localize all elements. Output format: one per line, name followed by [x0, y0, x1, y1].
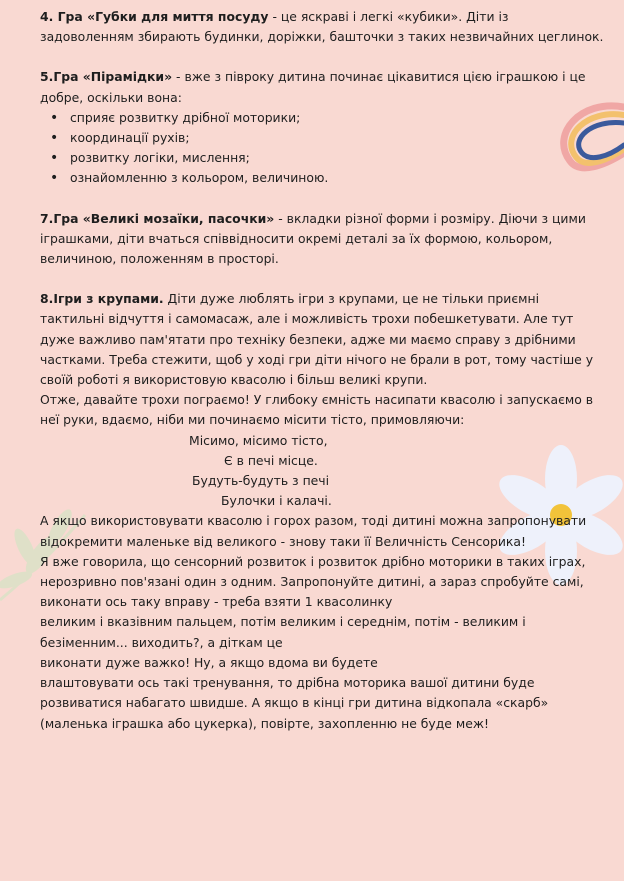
document-body: [40, 7, 606, 734]
list-item: • розвитку логіки, мислення;: [70, 148, 606, 168]
list-item: • ознайомленню з кольором, величиною.: [70, 168, 606, 188]
list-item: • координації рухів;: [70, 128, 606, 148]
poem-line: Булочки і калачі.: [221, 493, 332, 509]
section-4-title: 4. Гра «Губки для миття посуду: [40, 9, 269, 24]
section-7-text: - вкладки різної форми і розміру. Діючи з цими іграшками, діти вчаться співвідносити окремі деталі за їх формою, кольором, величиною, положенням в просторі.: [40, 210, 586, 267]
closing-paragraph: влаштовувати ось такі тренування, то дрібна моторика вашої дитини буде розвиватися набагато швидше. А якщо в кінці гри дитина відкопала «скарб» (маленька іграшка або цукерка), повірте, захопленню не буде меж!: [40, 675, 549, 731]
section-8-text: Діти дуже люблять ігри з крупами, це не тільки приємні тактильні відчуття і самомасаж, але і можливість трохи побешкетувати. Але тут дуже важливо пам'ятати про техніку безпеки, адже ми маємо справу з дрібними частками. Треба стежити, щоб у ході гри діти нічого не брали в рот, тому частіше у своїй роботі я використовую квасолю і більш великі крупи.: [40, 291, 594, 388]
section-5-bullet-list: [40, 108, 606, 189]
section-7-paragraph: [40, 209, 606, 270]
exercise-line: виконати дуже важко! Ну, а якщо вдома ви будете: [40, 654, 378, 670]
poem-line: Місимо, місимо тісто,: [189, 432, 328, 448]
exercise-line: виконати ось таку вправу - треба взяти 1 квасолинку: [40, 594, 393, 610]
after-poem-paragraph: А якщо використовувати квасолю і горох разом, тоді дитині можна запропонувати відокремити маленьке від великого - знову таки її Величність Сенсорика!: [40, 513, 587, 549]
section-7-title: 7.Гра «Великі мозаїки, пасочки»: [40, 210, 275, 226]
list-item: • сприяє розвитку дрібної моторики;: [70, 108, 606, 128]
exercise-line: великим і вказівним пальцем, потім великим і середнім, потім - великим і безіменним... виходить?, а діткам це: [40, 614, 526, 650]
section-5-paragraph: [40, 67, 606, 107]
motor-skills-paragraph: Я вже говорила, що сенсорний розвиток і розвиток дрібно моторики в таких іграх, нерозривно пов'язані один з одним. Запропонуйте дитині, а зараз спробуйте самі,: [40, 553, 586, 590]
poem: [40, 431, 606, 512]
section-8-intro: Отже, давайте трохи пограємо! У глибоку ємність насипати квасолю і запускаємо в неї руки, вдаємо, ніби ми починаємо місити тісто, примовляючи:: [40, 392, 594, 428]
section-5-text: - вже з півроку дитина починає цікавитися цією іграшкою і це добре, оскільки вона:: [40, 69, 586, 105]
section-8-paragraph: [40, 289, 606, 390]
section-8-title: 8.Ігри з крупами.: [40, 291, 164, 307]
section-5-title: 5.Гра «Пірамідки»: [40, 69, 173, 85]
poem-line: Будуть-будуть з печі: [192, 473, 330, 489]
section-4-text: - це яскраві і легкі «кубики». Діти із задоволенням збирають будинки, доріжки, башточки з таких незвичайних цеглинок.: [40, 9, 604, 45]
section-4-paragraph: [40, 7, 606, 47]
poem-line: Є в печі місце.: [224, 452, 318, 468]
